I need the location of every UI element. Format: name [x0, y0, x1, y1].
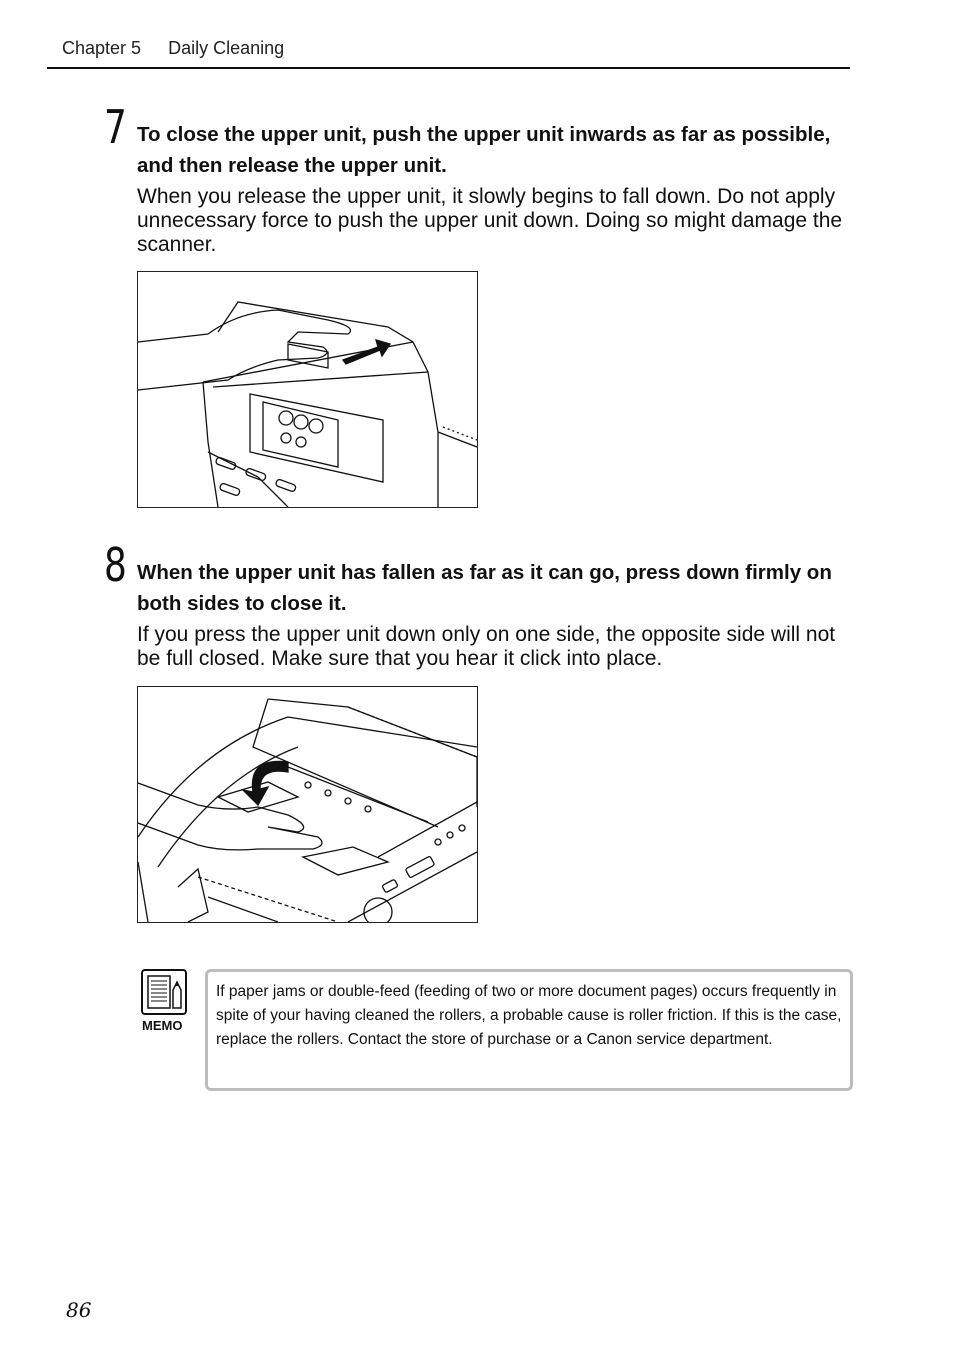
- step-8-number: 8: [104, 538, 127, 592]
- step-7-title: To close the upper unit, push the upper unit inwards as far as possible, and then release the upper unit.: [137, 123, 831, 177]
- memo-text: If paper jams or double-feed (feeding of two or more document pages) occurs frequently in spite of your having cleaned the rollers, a probable cause is roller friction. If this is the case, replace the rollers. Contact the store of purchase or a Canon service department.: [216, 983, 842, 1048]
- memo-box: [205, 969, 853, 1091]
- step-7-body: When you release the upper unit, it slowly begins to fall down. Do not apply unnecessary force to push the upper unit down. Doing so might damage the scanner.: [137, 185, 843, 256]
- figure-push-upper-unit: [137, 271, 478, 508]
- figure-press-down-both-sides: [137, 686, 478, 923]
- step-7-number: 7: [104, 100, 127, 154]
- header-divider: [47, 67, 850, 69]
- step-8-title: When the upper unit has fallen as far as it can go, press down firmly on both sides to close it.: [137, 561, 832, 615]
- section-label: Daily Cleaning: [168, 38, 285, 58]
- chapter-label: Chapter 5: [62, 38, 142, 58]
- memo-label: MEMO: [142, 1018, 183, 1033]
- page-number: 86: [66, 1298, 92, 1322]
- page-header: [62, 38, 284, 59]
- step-8-body: If you press the upper unit down only on one side, the opposite side will not be full closed. Make sure that you hear it click into place.: [137, 623, 836, 670]
